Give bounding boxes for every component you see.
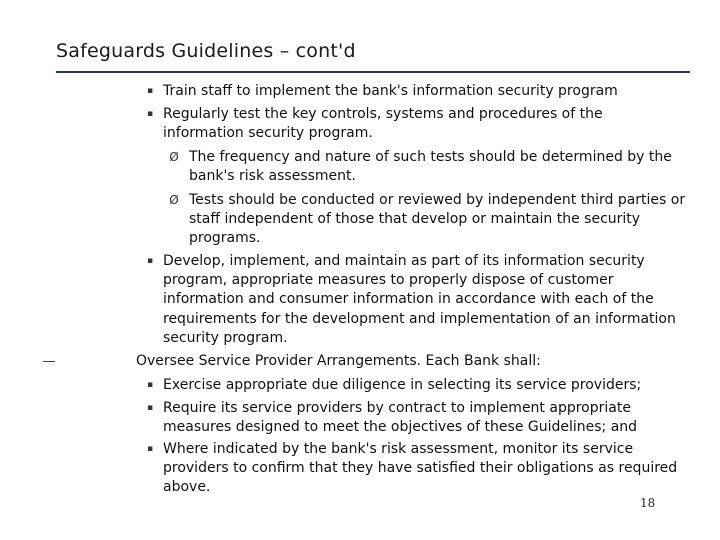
sub-bullet-text-frequency: The frequency and nature of such tests should be determined by the bank's risk assessment.	[189, 149, 672, 185]
slide-title: Safeguards Guidelines – cont'd	[56, 40, 356, 62]
bullet-text-regularly-test: Regularly test the key controls, systems and procedures of the information security program.	[163, 106, 603, 142]
bullet-text-monitor-providers: Where indicated by the bank's risk assessment, monitor its service providers to confirm that they have satisfied their obligations as required above.	[163, 441, 678, 496]
sub-bullet-text-independent-tests: Tests should be conducted or reviewed by independent third parties or staff independent of those that develop or maintain the security programs.	[189, 192, 686, 247]
square-bullet-icon: ▪	[146, 256, 154, 266]
arrow-bullet-icon: Ø	[169, 150, 179, 164]
page-number: 18	[640, 496, 656, 510]
bullet-text-due-diligence: Exercise appropriate due diligence in selecting its service providers;	[163, 377, 642, 393]
square-bullet-icon: ▪	[146, 403, 154, 413]
title-underline	[56, 71, 690, 73]
section-item	[42, 352, 686, 371]
bullet-item	[146, 376, 683, 395]
section-text-oversee-providers: Oversee Service Provider Arrangements. Each Bank shall:	[136, 353, 541, 369]
bullet-text-train-staff: Train staff to implement the bank's information security program	[163, 83, 618, 99]
sub-bullet-item	[169, 191, 689, 249]
bullet-text-contract-requirements: Require its service providers by contract to implement appropriate measures designed to meet the objectives of these Guidelines; and	[163, 400, 638, 436]
bullet-item	[146, 399, 683, 437]
bullet-item	[146, 252, 683, 348]
square-bullet-icon: ▪	[146, 86, 154, 96]
sub-bullet-item	[169, 148, 689, 186]
square-bullet-icon: ▪	[146, 444, 154, 454]
dash-bullet-icon: —	[42, 354, 56, 369]
arrow-bullet-icon: Ø	[169, 193, 179, 207]
square-bullet-icon: ▪	[146, 380, 154, 390]
bullet-text-dispose-information: Develop, implement, and maintain as part of its information security program, appropriate measures to properly dispose of customer information and consumer information in accordance with each of the requirements for the development and implementation of an information security program.	[163, 253, 676, 346]
bullet-item	[146, 82, 683, 101]
bullet-item	[146, 105, 683, 143]
bullet-item	[146, 440, 683, 498]
square-bullet-icon: ▪	[146, 109, 154, 119]
